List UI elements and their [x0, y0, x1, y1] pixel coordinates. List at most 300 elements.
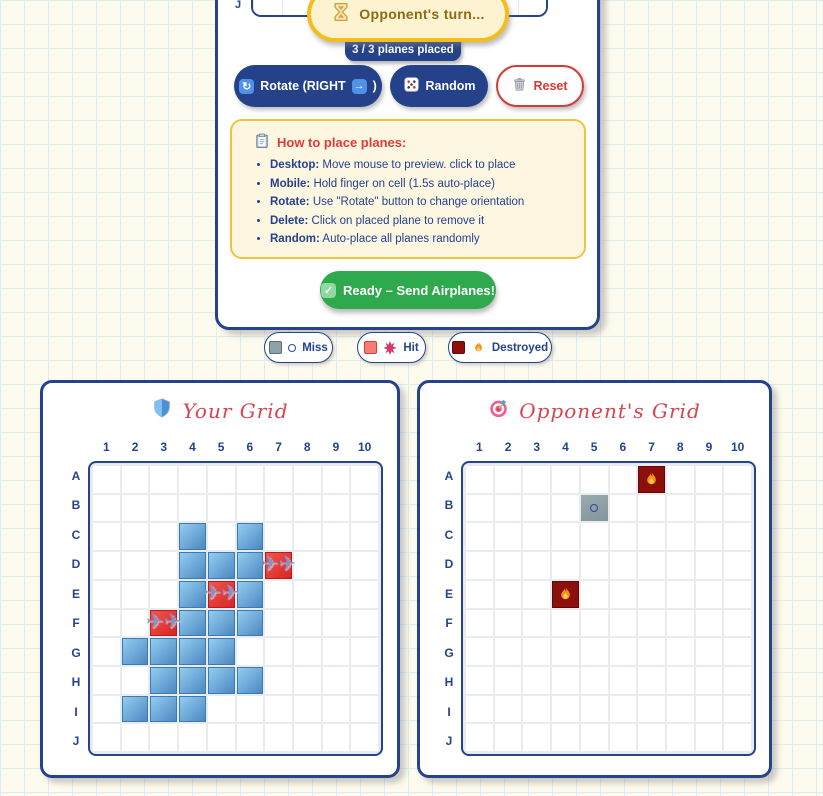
cell-H9[interactable]: [323, 667, 350, 694]
cell-H3[interactable]: [523, 667, 550, 694]
col-header-1: 1: [476, 440, 483, 454]
cell-B1[interactable]: [93, 495, 120, 522]
cell-H10[interactable]: [724, 667, 751, 694]
cell-G6[interactable]: [237, 638, 264, 665]
cell-I6[interactable]: [610, 696, 637, 723]
cell-A5[interactable]: [581, 466, 608, 493]
cell-F8[interactable]: [294, 610, 321, 637]
cell-H8[interactable]: [667, 667, 694, 694]
cell-A8[interactable]: [294, 466, 321, 493]
row-label-C: C: [71, 527, 81, 542]
cell-D3[interactable]: [150, 552, 177, 579]
cell-I1[interactable]: [93, 696, 120, 723]
cell-D9[interactable]: [323, 552, 350, 579]
legend-hit: [357, 332, 426, 363]
cell-B3[interactable]: [150, 495, 177, 522]
cell-D6[interactable]: [610, 552, 637, 579]
cell-I1[interactable]: [466, 696, 493, 723]
row-label-F: F: [445, 616, 453, 631]
cell-H7[interactable]: [265, 667, 292, 694]
cell-J2[interactable]: [495, 724, 522, 751]
cell-H4[interactable]: [552, 667, 579, 694]
instructions-list: [250, 159, 570, 245]
cell-F6[interactable]: [610, 610, 637, 637]
opponent-grid-title-text: Opponent's Grid: [519, 398, 701, 423]
cell-D5[interactable]: [208, 552, 235, 579]
cell-B5[interactable]: [581, 495, 608, 522]
placement-panel: [215, 0, 600, 330]
cell-J7[interactable]: [638, 724, 665, 751]
cell-H1[interactable]: [93, 667, 120, 694]
reset-button[interactable]: [496, 65, 584, 107]
cell-D10[interactable]: [724, 552, 751, 579]
col-header-10: 10: [357, 440, 372, 454]
cell-E2[interactable]: [122, 581, 149, 608]
col-header-7: 7: [275, 440, 282, 454]
cell-I7[interactable]: [638, 696, 665, 723]
cell-E7[interactable]: [265, 581, 292, 608]
col-header-8: 8: [676, 440, 684, 454]
cell-B10[interactable]: [351, 495, 378, 522]
rotate-label: Rotate (RIGHT: [260, 79, 346, 93]
cell-C7[interactable]: [265, 523, 292, 550]
col-header-10: 10: [730, 440, 745, 454]
cell-C9[interactable]: [323, 523, 350, 550]
cell-G4[interactable]: [552, 638, 579, 665]
cell-A9[interactable]: [696, 466, 723, 493]
col-header-2: 2: [504, 440, 512, 454]
row-label-J: J: [445, 734, 453, 749]
cell-H6[interactable]: [610, 667, 637, 694]
shield-icon: [151, 397, 173, 424]
cell-B8[interactable]: [294, 495, 321, 522]
cell-F5[interactable]: [581, 610, 608, 637]
your-grid-board: [88, 461, 383, 756]
cell-H2[interactable]: [495, 667, 522, 694]
cell-I6[interactable]: [237, 696, 264, 723]
cell-J5[interactable]: [581, 724, 608, 751]
placement-cell[interactable]: [253, 0, 281, 15]
cell-A3[interactable]: [523, 466, 550, 493]
cell-G6[interactable]: [610, 638, 637, 665]
cell-B1[interactable]: [466, 495, 493, 522]
cell-F3[interactable]: [146, 610, 182, 637]
col-header-5: 5: [590, 440, 598, 454]
cell-J7[interactable]: [265, 724, 292, 751]
cell-E5[interactable]: [581, 581, 608, 608]
cell-B9[interactable]: [696, 495, 723, 522]
cell-E5[interactable]: [203, 581, 239, 608]
cell-D2[interactable]: [495, 552, 522, 579]
cell-J10[interactable]: [724, 724, 751, 751]
cell-E6[interactable]: [237, 581, 264, 608]
opponent-grid-title: [420, 397, 769, 424]
cell-D9[interactable]: [696, 552, 723, 579]
cell-J1[interactable]: [466, 724, 493, 751]
cell-B2[interactable]: [495, 495, 522, 522]
cell-G4[interactable]: [179, 638, 206, 665]
row-label-I: I: [74, 704, 78, 719]
cell-B4[interactable]: [552, 495, 579, 522]
cell-G10[interactable]: [724, 638, 751, 665]
flame-icon: [556, 585, 575, 604]
cell-J9[interactable]: [696, 724, 723, 751]
hit-swatch: [364, 341, 377, 354]
cell-A3[interactable]: [150, 466, 177, 493]
row-label-B: B: [444, 498, 454, 513]
cell-C9[interactable]: [696, 523, 723, 550]
opponent-turn-banner: [307, 0, 509, 42]
cell-C3[interactable]: [150, 523, 177, 550]
cell-C6[interactable]: [237, 523, 264, 550]
instruction-item: • Mobile: Hold finger on cell (1.5s auto-place): [270, 178, 570, 190]
cell-F2[interactable]: [495, 610, 522, 637]
random-label: Random: [425, 79, 476, 93]
col-header-6: 6: [619, 440, 627, 454]
clipboard-icon: [254, 133, 270, 152]
row-label-E: E: [71, 586, 80, 601]
cell-G5[interactable]: [208, 638, 235, 665]
cell-G7[interactable]: [265, 638, 292, 665]
cell-H1[interactable]: [466, 667, 493, 694]
rotate-icon: ↻: [239, 79, 254, 94]
cell-H8[interactable]: [294, 667, 321, 694]
legend-label: Hit: [403, 341, 419, 354]
cell-A9[interactable]: [323, 466, 350, 493]
miss-swatch: [269, 341, 282, 354]
cell-D7[interactable]: [260, 552, 297, 579]
cell-C2[interactable]: [495, 523, 522, 550]
row-label-B: B: [71, 498, 81, 513]
col-header-9: 9: [705, 440, 713, 454]
cell-C10[interactable]: [351, 523, 378, 550]
your-grid-col-headers: [93, 440, 378, 454]
cell-F5[interactable]: [208, 610, 235, 637]
cell-D7[interactable]: [638, 552, 665, 579]
cell-F4[interactable]: [179, 610, 206, 637]
cell-C4[interactable]: [552, 523, 579, 550]
cell-F6[interactable]: [237, 610, 264, 637]
cell-E10[interactable]: [351, 581, 378, 608]
your-grid-row-labels: [67, 461, 85, 756]
turn-status-text: Opponent's turn...: [359, 6, 485, 22]
legend-destroyed: [448, 332, 552, 363]
cell-J9[interactable]: [323, 724, 350, 751]
cell-A2[interactable]: [122, 466, 149, 493]
opponent-grid-panel: [417, 380, 772, 778]
flame-icon: [471, 340, 486, 355]
cell-C3[interactable]: [523, 523, 550, 550]
cell-C8[interactable]: [294, 523, 321, 550]
instructions-title-text: How to place planes:: [277, 135, 407, 150]
cell-D5[interactable]: [581, 552, 608, 579]
col-header-3: 3: [533, 440, 541, 454]
cell-G3[interactable]: [523, 638, 550, 665]
cell-C5[interactable]: [581, 523, 608, 550]
cell-F9[interactable]: [696, 610, 723, 637]
cell-G9[interactable]: [696, 638, 723, 665]
cell-C8[interactable]: [667, 523, 694, 550]
cell-J8[interactable]: [294, 724, 321, 751]
cell-F2[interactable]: [122, 610, 149, 637]
cell-C4[interactable]: [179, 523, 206, 550]
cell-H7[interactable]: [638, 667, 665, 694]
cell-F4[interactable]: [552, 610, 579, 637]
col-header-1: 1: [103, 440, 110, 454]
cell-F7[interactable]: [638, 610, 665, 637]
cell-J4[interactable]: [179, 724, 206, 751]
cell-B9[interactable]: [323, 495, 350, 522]
cell-I5[interactable]: [581, 696, 608, 723]
rotate-label-suffix: ): [372, 79, 377, 93]
cell-D8[interactable]: [667, 552, 694, 579]
cell-H2[interactable]: [122, 667, 149, 694]
cell-I10[interactable]: [351, 696, 378, 723]
cell-C1[interactable]: [466, 523, 493, 550]
instructions-box: [230, 119, 586, 259]
mini-grid-row-label: J: [235, 0, 242, 11]
cell-A10[interactable]: [724, 466, 751, 493]
cell-B7[interactable]: [638, 495, 665, 522]
cell-E6[interactable]: [610, 581, 637, 608]
cell-I8[interactable]: [667, 696, 694, 723]
cell-J10[interactable]: [351, 724, 378, 751]
cell-I9[interactable]: [323, 696, 350, 723]
your-grid-title-text: Your Grid: [182, 398, 289, 423]
row-label-G: G: [444, 645, 454, 660]
cell-E1[interactable]: [466, 581, 493, 608]
cell-A8[interactable]: [667, 466, 694, 493]
opponent-grid-board: [461, 461, 756, 756]
cell-E1[interactable]: [93, 581, 120, 608]
cell-G8[interactable]: [294, 638, 321, 665]
cell-B3[interactable]: [523, 495, 550, 522]
instruction-item: • Desktop: Move mouse to preview. click to place: [270, 159, 570, 171]
col-header-8: 8: [303, 440, 311, 454]
cell-I3[interactable]: [523, 696, 550, 723]
row-label-E: E: [444, 586, 453, 601]
cell-G5[interactable]: [581, 638, 608, 665]
cell-J5[interactable]: [208, 724, 235, 751]
cell-B5[interactable]: [208, 495, 235, 522]
row-label-H: H: [71, 675, 81, 690]
instruction-item: • Delete: Click on placed plane to remove it: [270, 215, 570, 227]
cell-A7[interactable]: [265, 466, 292, 493]
burst-icon: [383, 341, 397, 355]
rotate-button[interactable]: [234, 65, 382, 107]
hourglass-icon: [331, 2, 351, 27]
cell-E9[interactable]: [323, 581, 350, 608]
your-grid-title: [43, 397, 397, 424]
dice-icon: [403, 76, 420, 96]
instructions-title: [254, 133, 570, 152]
cell-C2[interactable]: [122, 523, 149, 550]
cell-F9[interactable]: [323, 610, 350, 637]
cell-D1[interactable]: [466, 552, 493, 579]
cell-F10[interactable]: [724, 610, 751, 637]
cell-D1[interactable]: [93, 552, 120, 579]
col-header-5: 5: [217, 440, 225, 454]
row-label-A: A: [444, 468, 454, 483]
opponent-grid-row-labels: [440, 461, 458, 756]
miss-ring-icon: [590, 504, 598, 512]
cell-H9[interactable]: [696, 667, 723, 694]
cell-I2[interactable]: [495, 696, 522, 723]
row-label-A: A: [71, 468, 81, 483]
cell-B6[interactable]: [610, 495, 637, 522]
col-header-7: 7: [648, 440, 655, 454]
cell-A10[interactable]: [351, 466, 378, 493]
cell-C10[interactable]: [724, 523, 751, 550]
flame-icon: [642, 470, 661, 489]
cell-B6[interactable]: [237, 495, 264, 522]
cell-F1[interactable]: [466, 610, 493, 637]
col-header-4: 4: [562, 440, 569, 454]
cell-I10[interactable]: [724, 696, 751, 723]
cell-B2[interactable]: [122, 495, 149, 522]
cell-H6[interactable]: [237, 667, 264, 694]
placement-cell[interactable]: [518, 0, 546, 15]
cell-H5[interactable]: [208, 667, 235, 694]
cell-I5[interactable]: [208, 696, 235, 723]
cell-E4[interactable]: [552, 581, 579, 608]
cell-J6[interactable]: [237, 724, 264, 751]
trash-icon: [512, 77, 527, 95]
cell-A1[interactable]: [93, 466, 120, 493]
opponent-grid-col-headers: [466, 440, 751, 454]
cell-A4[interactable]: [552, 466, 579, 493]
row-label-C: C: [444, 527, 454, 542]
cell-G7[interactable]: [638, 638, 665, 665]
cell-G2[interactable]: [122, 638, 149, 665]
reset-label: Reset: [533, 79, 568, 93]
cell-A1[interactable]: [466, 466, 493, 493]
cell-D6[interactable]: [237, 552, 264, 579]
cell-H4[interactable]: [179, 667, 206, 694]
cell-G3[interactable]: [150, 638, 177, 665]
cell-D2[interactable]: [122, 552, 149, 579]
cell-C5[interactable]: [208, 523, 235, 550]
cell-B4[interactable]: [179, 495, 206, 522]
cell-H3[interactable]: [150, 667, 177, 694]
cell-C7[interactable]: [638, 523, 665, 550]
cell-I3[interactable]: [150, 696, 177, 723]
cell-A6[interactable]: [610, 466, 637, 493]
cell-H10[interactable]: [351, 667, 378, 694]
random-button[interactable]: [390, 65, 488, 107]
row-label-I: I: [447, 704, 451, 719]
cell-J3[interactable]: [523, 724, 550, 751]
cell-D8[interactable]: [294, 552, 321, 579]
cell-G2[interactable]: [495, 638, 522, 665]
cell-E3[interactable]: [523, 581, 550, 608]
instruction-item: • Random: Auto-place all planes randomly: [270, 233, 570, 245]
col-header-3: 3: [160, 440, 168, 454]
cell-D4[interactable]: [552, 552, 579, 579]
row-label-J: J: [72, 734, 80, 749]
legend-label: Destroyed: [491, 341, 549, 354]
row-label-F: F: [72, 616, 80, 631]
cell-I4[interactable]: [552, 696, 579, 723]
cell-J2[interactable]: [122, 724, 149, 751]
row-label-D: D: [444, 557, 454, 572]
ready-label: Ready – Send Airplanes!: [343, 282, 495, 298]
cell-E8[interactable]: [667, 581, 694, 608]
destroyed-swatch: [452, 341, 465, 354]
cell-E3[interactable]: [150, 581, 177, 608]
cell-I4[interactable]: [179, 696, 206, 723]
cell-A4[interactable]: [179, 466, 206, 493]
legend-miss: [264, 332, 333, 363]
cell-I8[interactable]: [294, 696, 321, 723]
cell-H5[interactable]: [581, 667, 608, 694]
cell-J8[interactable]: [667, 724, 694, 751]
cell-E7[interactable]: [638, 581, 665, 608]
cell-B7[interactable]: [265, 495, 292, 522]
check-icon: ✓: [321, 283, 336, 298]
cell-A5[interactable]: [208, 466, 235, 493]
cell-E8[interactable]: [294, 581, 321, 608]
cell-C6[interactable]: [610, 523, 637, 550]
cell-G1[interactable]: [93, 638, 120, 665]
cell-I7[interactable]: [265, 696, 292, 723]
hit-plane-icon: ✈✈: [260, 552, 297, 576]
cell-J4[interactable]: [552, 724, 579, 751]
legend-label: Miss: [302, 341, 328, 354]
cell-F8[interactable]: [667, 610, 694, 637]
cell-J1[interactable]: [93, 724, 120, 751]
cell-G10[interactable]: [351, 638, 378, 665]
cell-I9[interactable]: [696, 696, 723, 723]
cell-G9[interactable]: [323, 638, 350, 665]
cell-J3[interactable]: [150, 724, 177, 751]
row-label-D: D: [71, 557, 81, 572]
cell-A6[interactable]: [237, 466, 264, 493]
planes-placed-badge: 3 / 3 planes placed: [345, 33, 461, 61]
cell-I2[interactable]: [122, 696, 149, 723]
cell-F7[interactable]: [265, 610, 292, 637]
cell-B10[interactable]: [724, 495, 751, 522]
cell-G1[interactable]: [466, 638, 493, 665]
miss-ring-icon: [288, 344, 296, 352]
your-grid-panel: [40, 380, 400, 778]
cell-D4[interactable]: [179, 552, 206, 579]
cell-F1[interactable]: [93, 610, 120, 637]
ring-shape: [288, 344, 296, 352]
cell-E9[interactable]: [696, 581, 723, 608]
cell-D10[interactable]: [351, 552, 378, 579]
hit-plane-icon: ✈✈: [203, 581, 239, 605]
cell-D3[interactable]: [523, 552, 550, 579]
cell-B8[interactable]: [667, 495, 694, 522]
cell-E4[interactable]: [179, 581, 206, 608]
target-icon: [488, 397, 510, 424]
cell-C1[interactable]: [93, 523, 120, 550]
col-header-2: 2: [131, 440, 139, 454]
cell-E2[interactable]: [495, 581, 522, 608]
cell-F3[interactable]: [523, 610, 550, 637]
cell-A7[interactable]: [638, 466, 665, 493]
cell-F10[interactable]: [351, 610, 378, 637]
cell-E10[interactable]: [724, 581, 751, 608]
cell-A2[interactable]: [495, 466, 522, 493]
row-label-G: G: [71, 645, 81, 660]
cell-G8[interactable]: [667, 638, 694, 665]
col-header-4: 4: [189, 440, 196, 454]
cell-J6[interactable]: [610, 724, 637, 751]
ready-button[interactable]: [320, 271, 496, 309]
row-label-H: H: [444, 675, 454, 690]
